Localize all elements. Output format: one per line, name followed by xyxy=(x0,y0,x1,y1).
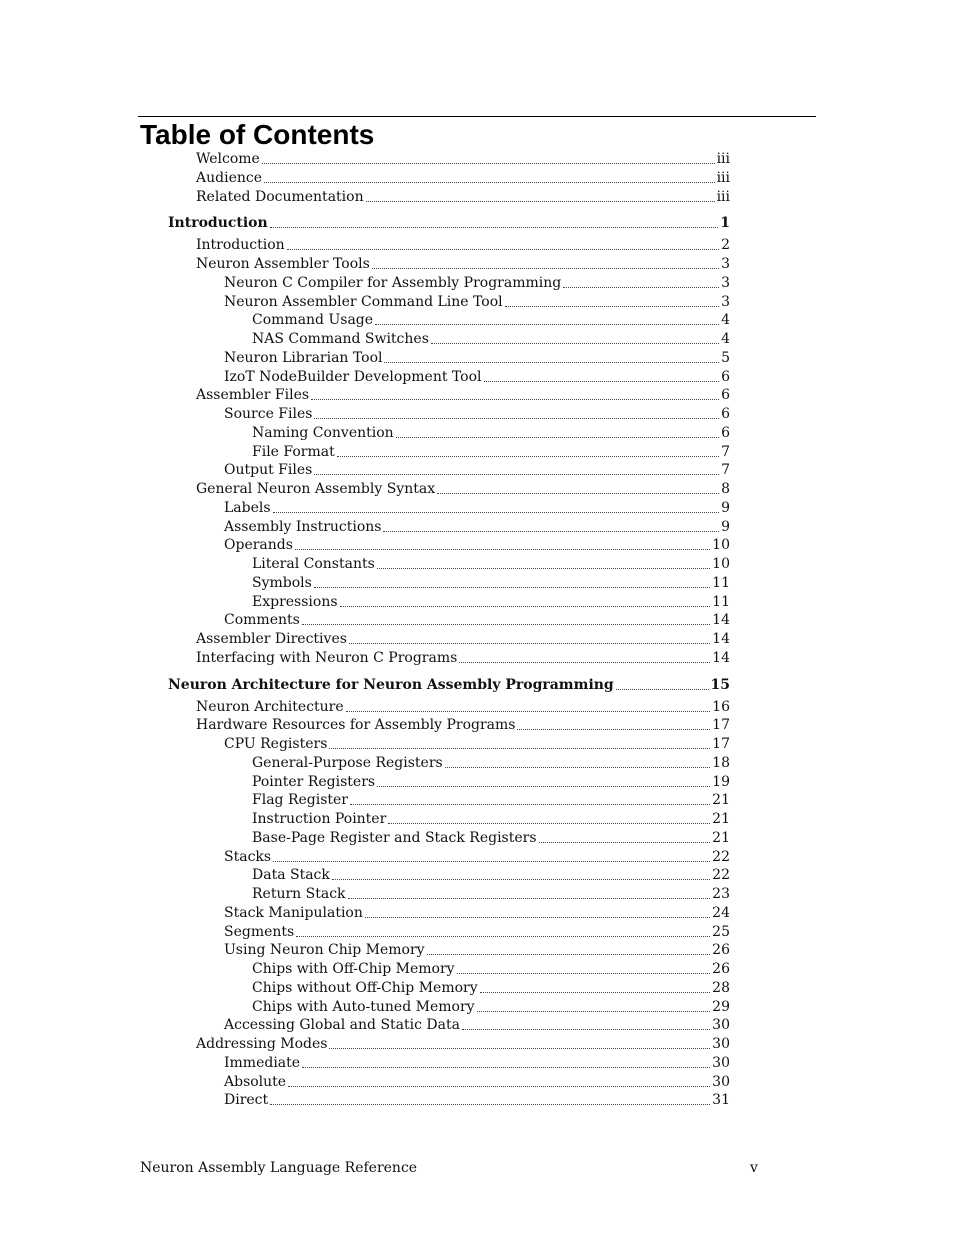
dot-leader xyxy=(377,568,710,569)
toc-entry-page: 30 xyxy=(712,1054,730,1071)
dot-leader xyxy=(273,512,720,513)
dot-leader xyxy=(314,587,710,588)
toc-entry-label: Absolute xyxy=(224,1073,287,1090)
toc-entry[interactable] xyxy=(252,443,730,462)
toc-entry[interactable] xyxy=(196,716,730,735)
dot-leader xyxy=(372,268,719,269)
toc-entry[interactable] xyxy=(252,773,730,792)
toc-entry-label: Symbols xyxy=(252,574,312,591)
footer-book-title: Neuron Assembly Language Reference xyxy=(140,1160,418,1176)
toc-entry-label: Introduction xyxy=(196,237,285,254)
toc-entry-label: Comments xyxy=(224,612,300,629)
toc-entry-label: Data Stack xyxy=(252,867,330,884)
toc-entry-page: iii xyxy=(716,188,730,205)
toc-entry-page: 6 xyxy=(721,368,730,385)
toc-entry[interactable] xyxy=(252,979,730,998)
toc-entry-label: Neuron C Compiler for Assembly Programming xyxy=(224,274,562,291)
dot-leader xyxy=(505,306,719,307)
dot-leader xyxy=(348,898,711,899)
toc-entry[interactable] xyxy=(252,810,730,829)
toc-entry-label: Welcome xyxy=(196,151,260,167)
toc-entry[interactable] xyxy=(224,518,730,537)
toc-entry-page: 30 xyxy=(712,1073,730,1090)
dot-leader xyxy=(314,418,719,419)
toc-entry-label: Immediate xyxy=(224,1054,301,1071)
dot-leader xyxy=(329,748,710,749)
dot-leader xyxy=(273,861,710,862)
dot-leader xyxy=(388,823,710,824)
toc-entry-label: Assembly Instructions xyxy=(224,518,382,535)
toc-entry-label: IzoT NodeBuilder Development Tool xyxy=(224,368,482,385)
toc-entry-label: Chips with Auto-tuned Memory xyxy=(252,998,475,1015)
toc-entry-page: 1 xyxy=(720,215,730,232)
toc-entry-label: NAS Command Switches xyxy=(252,331,429,347)
dot-leader xyxy=(329,1048,710,1049)
dot-leader xyxy=(396,437,719,438)
toc-entry[interactable] xyxy=(224,1091,730,1110)
toc-entry-page: 29 xyxy=(712,998,730,1015)
toc-entry-page: 11 xyxy=(712,574,730,591)
toc-entry-label: Interfacing with Neuron C Programs xyxy=(196,649,458,666)
toc-entry-page: 10 xyxy=(712,537,730,554)
toc-entry-label: Output Files xyxy=(224,462,313,479)
toc-entry-label: Chips with Off-Chip Memory xyxy=(252,961,455,977)
toc-entry-page: 23 xyxy=(712,886,730,902)
toc-entry[interactable] xyxy=(252,555,730,574)
toc-entry-page: 17 xyxy=(712,717,730,734)
toc-entry-label: Addressing Modes xyxy=(196,1036,328,1052)
toc-entry-page: 28 xyxy=(712,979,730,996)
toc-entry[interactable] xyxy=(196,255,730,274)
dot-leader xyxy=(302,1067,710,1068)
toc-entry[interactable] xyxy=(224,349,730,368)
toc-entry[interactable] xyxy=(196,1035,730,1054)
toc-entry-page: 8 xyxy=(721,481,730,497)
toc-entry-label: Labels xyxy=(224,499,271,516)
toc-entry-page: 26 xyxy=(712,942,730,959)
toc-entry-page: 7 xyxy=(721,462,730,479)
toc-entry-page: 21 xyxy=(712,792,730,809)
dot-leader xyxy=(445,767,710,768)
dot-leader xyxy=(477,1011,711,1012)
toc-entry-label: Stack Manipulation xyxy=(224,904,363,921)
toc-entry-page: 9 xyxy=(721,518,730,535)
dot-leader xyxy=(377,786,710,787)
toc-entry[interactable] xyxy=(252,754,730,773)
toc-entry[interactable] xyxy=(196,698,730,717)
toc-entry[interactable] xyxy=(224,405,730,424)
toc-entry[interactable] xyxy=(224,848,730,867)
toc-entry[interactable] xyxy=(224,611,730,630)
dot-leader xyxy=(383,531,719,532)
toc-entry-page: 22 xyxy=(712,848,730,865)
toc-entry[interactable] xyxy=(196,630,730,649)
toc-entry-label: Hardware Resources for Assembly Programs xyxy=(196,717,516,734)
toc-entry[interactable] xyxy=(224,941,730,960)
toc-entry-label: Introduction xyxy=(168,215,268,232)
toc-entry-label: Expressions xyxy=(252,593,338,610)
dot-leader xyxy=(462,1029,710,1030)
toc-entry-page: iii xyxy=(716,169,730,186)
dot-leader xyxy=(287,249,719,250)
toc-entry[interactable] xyxy=(224,499,730,518)
dot-leader xyxy=(350,804,710,805)
dot-leader xyxy=(340,606,711,607)
toc-entry[interactable] xyxy=(224,923,730,942)
toc-entry-label: Neuron Assembler Tools xyxy=(196,256,370,272)
toc-entry-page: 2 xyxy=(721,237,730,254)
toc-entry-page: 4 xyxy=(721,312,730,329)
toc-entry-page: 6 xyxy=(721,406,730,422)
toc-entry-label: Literal Constants xyxy=(252,556,375,572)
toc-entry-page: 3 xyxy=(721,256,730,272)
toc-entry-label: Command Usage xyxy=(252,312,374,329)
dot-leader xyxy=(332,879,710,880)
toc-entry-label: Base-Page Register and Stack Registers xyxy=(252,829,537,846)
dot-leader xyxy=(563,287,719,288)
page-title: Table of Contents xyxy=(140,119,375,150)
toc-entry[interactable] xyxy=(224,368,730,387)
toc-entry[interactable] xyxy=(224,536,730,555)
toc-entry-label: Source Files xyxy=(224,406,313,422)
dot-leader xyxy=(349,643,710,644)
toc-entry-page: 3 xyxy=(721,274,730,291)
toc-entry-page: 30 xyxy=(712,1017,730,1034)
dot-leader xyxy=(384,362,719,363)
toc-entry-page: 3 xyxy=(721,293,730,310)
dot-leader xyxy=(296,936,710,937)
toc-entry-label: Related Documentation xyxy=(196,188,364,205)
toc-entry[interactable] xyxy=(196,480,730,499)
toc-entry-page: 15 xyxy=(710,676,730,693)
toc-entry-page: 22 xyxy=(712,867,730,884)
dot-leader xyxy=(375,324,719,325)
toc-entry-page: 18 xyxy=(712,754,730,771)
toc-entry-page: 21 xyxy=(712,829,730,846)
dot-leader xyxy=(311,399,719,400)
toc-entry-page: 9 xyxy=(721,499,730,516)
toc-entry[interactable] xyxy=(252,574,730,593)
toc-entry-page: 25 xyxy=(712,923,730,940)
toc-entry-label: File Format xyxy=(252,443,335,460)
dot-leader xyxy=(346,711,711,712)
dot-leader xyxy=(270,1104,710,1105)
toc-entry-page: 31 xyxy=(712,1092,730,1109)
toc-entry[interactable] xyxy=(224,293,730,312)
toc-entry[interactable] xyxy=(224,904,730,923)
toc-entry-label: Chips without Off-Chip Memory xyxy=(252,979,478,996)
dot-leader xyxy=(337,456,719,457)
toc-entry[interactable] xyxy=(224,1054,730,1073)
toc-entry[interactable] xyxy=(196,188,730,207)
toc-entry-label: General Neuron Assembly Syntax xyxy=(196,481,436,497)
dot-leader xyxy=(431,343,719,344)
dot-leader xyxy=(437,493,719,494)
dot-leader xyxy=(262,163,715,164)
toc-entry-label: General-Purpose Registers xyxy=(252,754,443,771)
toc-entry-page: iii xyxy=(716,151,730,167)
toc-entry-label: Flag Register xyxy=(252,792,349,809)
toc-entry[interactable] xyxy=(196,169,730,188)
dot-leader xyxy=(427,954,711,955)
toc-entry[interactable] xyxy=(196,236,730,255)
toc-entry-page: 4 xyxy=(721,331,730,347)
dot-leader xyxy=(480,992,711,993)
toc-entry-label: Audience xyxy=(196,169,262,186)
dot-leader xyxy=(539,842,711,843)
toc-entry[interactable] xyxy=(224,735,730,754)
toc-entry-page: 10 xyxy=(712,556,730,572)
toc-entry-label: Accessing Global and Static Data xyxy=(224,1017,460,1034)
footer-page-number: v xyxy=(750,1160,758,1176)
toc-entry[interactable] xyxy=(252,791,730,810)
toc-entry-page: 21 xyxy=(712,811,730,827)
toc-entry-label: Neuron Architecture xyxy=(196,698,344,715)
dot-leader xyxy=(484,381,720,382)
toc-entry-label: Return Stack xyxy=(252,886,346,902)
toc-chapter-entry[interactable] xyxy=(168,214,730,233)
toc-entry-label: Neuron Assembler Command Line Tool xyxy=(224,293,503,310)
toc-entry-page: 14 xyxy=(712,612,730,629)
toc-entry-page: 5 xyxy=(721,349,730,366)
toc-entry-label: Segments xyxy=(224,923,295,940)
toc-entry[interactable] xyxy=(252,960,730,979)
toc-entry[interactable] xyxy=(196,150,730,169)
toc-entry-label: Assembler Files xyxy=(196,387,310,404)
toc-entry[interactable] xyxy=(252,866,730,885)
toc-entry-label: Operands xyxy=(224,537,293,554)
dot-leader xyxy=(616,689,709,690)
dot-leader xyxy=(365,917,710,918)
toc-entry-label: CPU Registers xyxy=(224,736,328,752)
toc-entry-label: Neuron Architecture for Neuron Assembly Programming xyxy=(168,676,614,693)
dot-leader xyxy=(314,474,719,475)
toc-chapter-entry[interactable] xyxy=(168,676,730,695)
toc-entry[interactable] xyxy=(252,829,730,848)
toc-entry-page: 7 xyxy=(721,443,730,460)
dot-leader xyxy=(295,549,710,550)
toc-entry[interactable] xyxy=(224,461,730,480)
toc-entry[interactable] xyxy=(252,998,730,1017)
toc-entry-label: Assembler Directives xyxy=(196,631,347,647)
toc-entry[interactable] xyxy=(252,424,730,443)
toc-entry-page: 17 xyxy=(712,736,730,752)
toc-entry[interactable] xyxy=(252,885,730,904)
toc-entry-page: 6 xyxy=(721,387,730,404)
toc-entry[interactable] xyxy=(252,330,730,349)
toc-entry[interactable] xyxy=(224,1073,730,1092)
toc-entry-page: 14 xyxy=(712,631,730,647)
dot-leader xyxy=(302,624,710,625)
dot-leader xyxy=(264,182,715,183)
toc-entry-label: Pointer Registers xyxy=(252,773,376,790)
dot-leader xyxy=(517,729,710,730)
toc-entry-label: Direct xyxy=(224,1092,269,1109)
toc-entry[interactable] xyxy=(252,593,730,612)
toc-entry[interactable] xyxy=(224,1016,730,1035)
dot-leader xyxy=(270,227,719,228)
toc-entry[interactable] xyxy=(252,311,730,330)
toc-entry[interactable] xyxy=(196,649,730,668)
dot-leader xyxy=(457,973,711,974)
toc-entry-page: 11 xyxy=(712,593,730,610)
toc-entry-page: 30 xyxy=(712,1036,730,1052)
toc-entry-page: 14 xyxy=(712,649,730,666)
dot-leader xyxy=(366,201,715,202)
toc-entry-page: 19 xyxy=(712,773,730,790)
toc-entry-label: Using Neuron Chip Memory xyxy=(224,942,425,959)
toc-entry-page: 16 xyxy=(712,698,730,715)
toc-entry-label: Stacks xyxy=(224,848,272,865)
toc-entry[interactable] xyxy=(224,274,730,293)
toc-entry-page: 6 xyxy=(721,424,730,441)
toc-entry-label: Neuron Librarian Tool xyxy=(224,349,383,366)
toc-entry-page: 26 xyxy=(712,961,730,977)
toc-entry-page: 24 xyxy=(712,904,730,921)
toc-entry-label: Instruction Pointer xyxy=(252,811,387,827)
dot-leader xyxy=(459,662,710,663)
toc-entry[interactable] xyxy=(196,386,730,405)
toc-entry-label: Naming Convention xyxy=(252,424,394,441)
dot-leader xyxy=(288,1086,710,1087)
